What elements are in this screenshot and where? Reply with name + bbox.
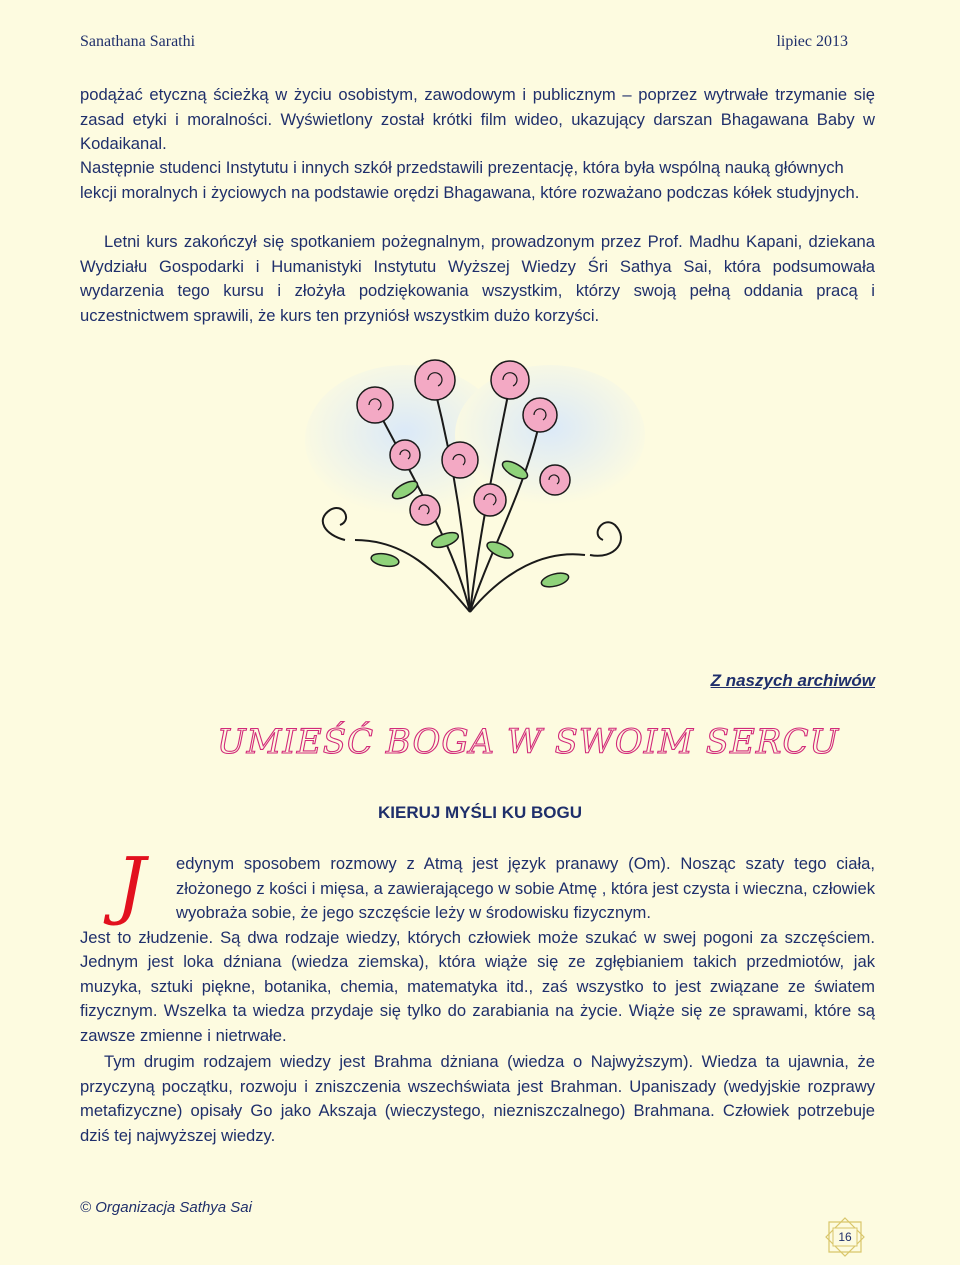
article-title: UMIEŚĆ BOGA W SWOIM SERCU <box>217 722 840 762</box>
paragraph-3: Letni kurs zakończył się spotkaniem pożegnalnym, prowadzonym przez Prof. Madhu Kapani, dziekana Wydziału Gospodarki i Humanistyki Instytutu Wyższej Wiedzy Śri Sathya Sai, która podsumowała wydarzenia tego kursu i złożyła podziękowania wszystkim, którzy swoją pełną oddania pracą i uczestnictwem sprawili, że kurs ten przyniósł wszystkim dużo korzyści. <box>80 232 875 325</box>
roses-bouquet-icon <box>285 350 655 620</box>
footer-copyright: © Organizacja Sathya Sai <box>80 1199 252 1216</box>
header-publication: Sanathana Sarathi <box>80 33 196 50</box>
paragraph-4-rest: Jest to złudzenie. Są dwa rodzaje wiedzy, których człowiek może szukać w swej pogoni za szczęściem. Jednym jest loka dźniana (wiedza ziemska), która wiąże się ze zgłębianiem takich przedmiotów, jak muzyka, sztuki piękne, botanika, chemia, matematyka itd., zaś wszystko to jest związane ze światem fizycznym. Wszelka ta wiedza przydaje się tylko do zarabiania na życie. Wiąże się ze sprawami, które są zawsze zmienne i nietrwałe. <box>80 927 875 1045</box>
article-subtitle: KIERUJ MYŚLI KU BOGU <box>377 803 583 822</box>
header-date: lipiec 2013 <box>776 33 848 50</box>
page-number-badge <box>820 1216 870 1258</box>
paragraph-1: podążać etyczną ścieżką w życiu osobistym, zawodowym i publicznym – poprzez wytrwałe trzymanie się zasad etyki i moralności. Wyświetlony został krótki film wideo, ukazujący darszan Bhagawana Baby w Kodaikanal. <box>80 85 875 153</box>
drop-cap: J <box>116 842 146 928</box>
page-number: 16 <box>838 1230 852 1244</box>
paragraph-2: Następnie studenci Instytutu i innych szkół przedstawili prezentację, która była wspólną nauką głównych lekcji moralnych i życiowych na podstawie orędzi Bhagawana, które rozważano podczas kółek studyjnych. <box>80 158 860 202</box>
page-header <box>80 33 848 51</box>
paragraph-4-dropcap-lines: edynym sposobem rozmowy z Atmą jest język pranawy (Om). Nosząc szaty tego ciała, złożonego z kości i mięsa, a zawierającego w sobie Atmę , która jest czysta i wieczna, człowiek wyobraża sobie, że jego szczęście leży w środowisku fizycznym. <box>176 854 875 922</box>
paragraph-4 <box>80 852 875 1048</box>
paragraph-5: Tym drugim rodzajem wiedzy jest Brahma dżniana (wiedza o Najwyższym). Wiedza ta ujawnia, że przyczyną początku, rozwoju i zniszczenia wszechświata jest Brahman. Upaniszady (wedyjskie rozprawy metafizyczne) opisały Go jako Akszaja (wieczystego, niezniszczalnego) Brahmana. Człowiek potrzebuje dziś tej najwyższej wiedzy. <box>80 1052 875 1145</box>
section-label: Z naszych archiwów <box>710 671 875 690</box>
